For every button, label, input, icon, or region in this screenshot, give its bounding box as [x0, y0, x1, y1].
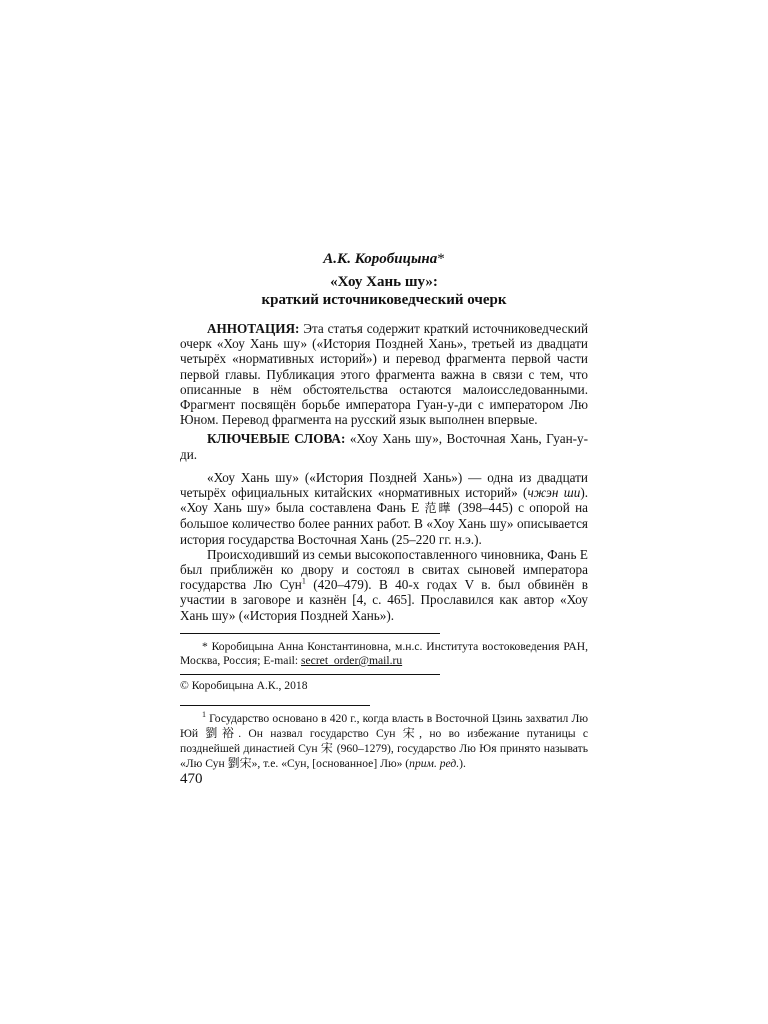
article-title-line-2: краткий источниковедческий очерк: [261, 292, 507, 308]
author-note-mark: *: [202, 639, 208, 653]
footnote-chinese-c: 宋: [320, 740, 334, 755]
footnote-text-b: . Он назвал государство Сун: [238, 726, 403, 740]
copyright-line: © Коробицына А.К., 2018: [180, 678, 308, 692]
body-p2-text-a: Происходивший из семьи высокопоставленного чиновника, Фань Е был приближён ко двору и состоял в свитах сыновей императора государства Лю Сун: [180, 546, 588, 593]
copyright-divider: [180, 674, 440, 675]
footnote-number: 1: [202, 710, 206, 719]
body-paragraph-2: [180, 547, 588, 623]
abstract-label: АННОТАЦИЯ:: [207, 321, 300, 336]
footnote-text-d: (960–1279), государство Лю Юя принято называть «Лю Сун: [180, 741, 588, 770]
author-line: [180, 250, 588, 268]
body-p2-text-b: (420–479). В 40-х годах V в. был обвинён в участии в заговоре и казнён [4, с. 465]. Прославился как автор «Хоу Хань шу» («История Поздней Хань»).: [180, 577, 588, 623]
footnote-chinese-b: 宋: [402, 725, 420, 740]
body-paragraph-1: [180, 470, 588, 547]
body-text: [180, 470, 588, 623]
body-p1-text-b: ). «Хоу Хань шу» была составлена Фань Е: [180, 485, 589, 516]
keywords-paragraph: [180, 431, 588, 461]
title-block: [180, 250, 588, 309]
abstract-paragraph: [180, 321, 588, 427]
body-p1-chinese-name: 范曄: [424, 501, 453, 516]
footnote-ref-1[interactable]: 1: [301, 576, 306, 586]
keywords-label: КЛЮЧЕВЫЕ СЛОВА:: [207, 431, 346, 447]
footnote-divider: [180, 705, 370, 706]
author-note-divider: [180, 633, 440, 634]
page-number: 470: [180, 771, 203, 787]
article-title-line-1: «Хоу Хань шу»:: [330, 274, 438, 290]
author-note-text: Коробицына Анна Константиновна, м.н.с. Института востоковедения РАН, Москва, Россия; E-mail:: [180, 639, 588, 667]
author-mark: *: [437, 251, 445, 267]
footnote-chinese-a: 劉裕: [205, 725, 239, 740]
footnote-editor-note: прим. ред.: [409, 756, 460, 770]
footnote-text-c: , но во избежание путаницы с позднейшей династией Сун: [180, 726, 588, 755]
author-note: [180, 640, 588, 668]
footnote-1: [180, 712, 588, 771]
author-name: А.К. Коробицына: [323, 251, 438, 267]
abstract-text: Эта статья содержит краткий источниковедческий очерк «Хоу Хань шу» («История Поздней Хань», третьей из двадцати четырёх «нормативных историй») и перевод фрагмента первой части первой главы. Публикация этого фрагмента важна в связи с тем, что описанные в нём обстоятельства остаются малоисследованными. Фрагмент посвящён борьбе императора Гуан-у-ди с императором Лю Юном. Перевод фрагмента на русский язык выполнен впервые.: [180, 321, 589, 428]
page-content: [180, 250, 588, 771]
body-p1-italic-term: чжэн ши: [527, 485, 581, 501]
author-email-link[interactable]: secret_order@mail.ru: [301, 653, 403, 667]
footnote-text-e: », т.е. «Сун, [основанное] Лю» (: [251, 756, 410, 770]
body-p1-text-a: «Хоу Хань шу» («История Поздней Хань») — одна из двадцати четырёх официальных китайских «нормативных историй» (: [180, 469, 588, 501]
keywords-text: «Хоу Хань шу», Восточная Хань, Гуан-у-ди.: [180, 431, 589, 462]
body-p1-text-c: (398–445) с опорой на большое количество более ранних работ. В «Хоу Хань шу» описывается история государства Восточная Хань (25–220 гг. н.э.).: [180, 500, 588, 547]
footnote-chinese-d: 劉宋: [227, 755, 252, 770]
footnote-text-a: Государство основано в 420 г., когда власть в Восточной Цзинь захватил Лю Юй: [180, 711, 588, 740]
footnote-text-f: ).: [459, 756, 466, 770]
